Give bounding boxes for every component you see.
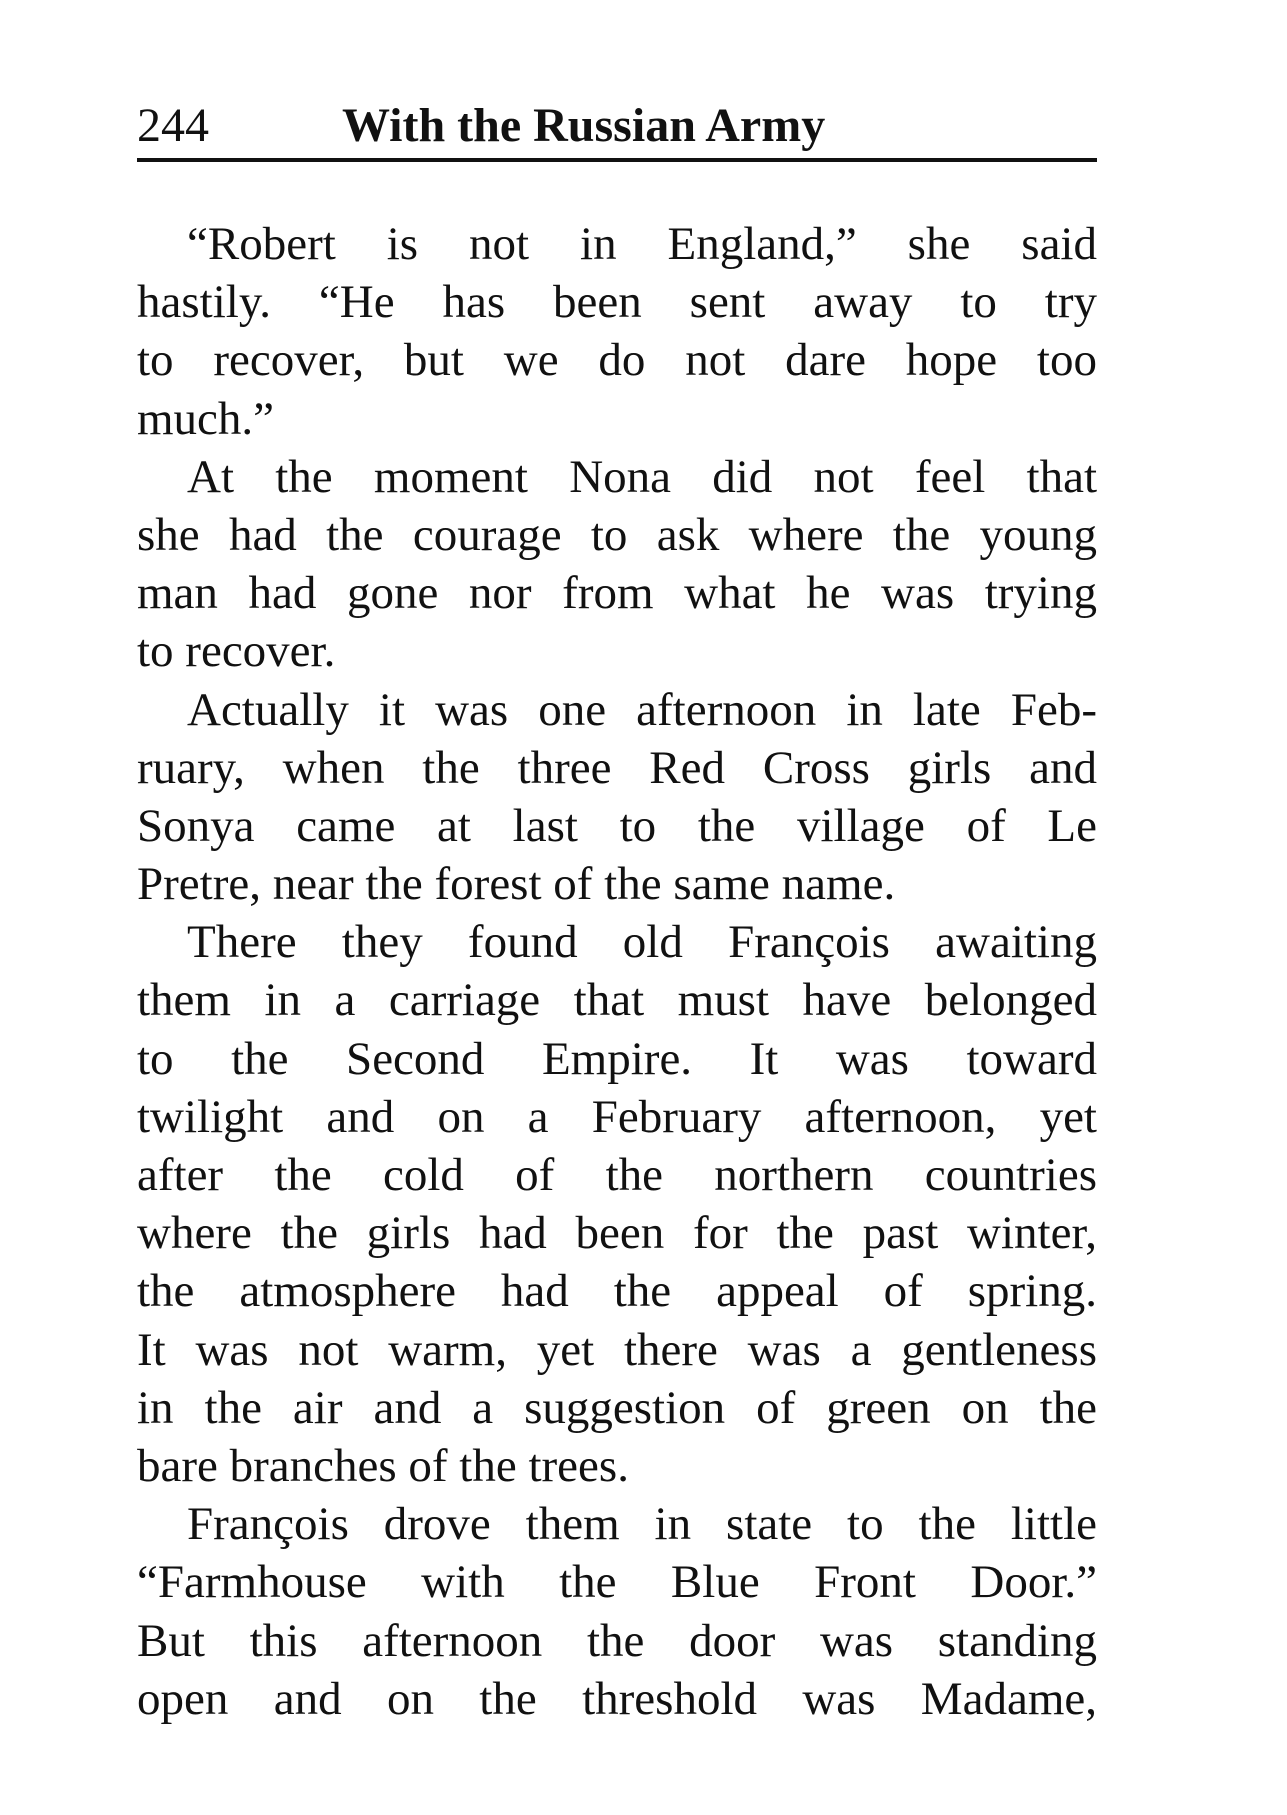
running-head: [137, 90, 1097, 160]
body-text: [137, 215, 1097, 1728]
header-rule: [137, 158, 1097, 162]
text-line: them in a carriage that must have belonged: [137, 974, 1097, 1027]
text-line: to the Second Empire. It was toward: [137, 1032, 1097, 1085]
text-line: twilight and on a February afternoon, yet: [137, 1090, 1097, 1143]
text-line: she had the courage to ask where the young: [137, 508, 1097, 561]
text-line: At the moment Nona did not feel that: [187, 450, 1097, 503]
text-line: “Farmhouse with the Blue Front Door.”: [137, 1556, 1097, 1609]
text-line: man had gone nor from what he was trying: [137, 567, 1097, 620]
text-line: It was not warm, yet there was a gentleness: [137, 1323, 1097, 1376]
text-line: where the girls had been for the past winter,: [137, 1207, 1097, 1260]
text-line: open and on the threshold was Madame,: [137, 1672, 1097, 1725]
paragraph-2: [137, 448, 1097, 681]
text-line: hastily. “He has been sent away to try: [137, 276, 1097, 329]
paragraph-3: [137, 681, 1097, 914]
text-line: “Robert is not in England,” she said: [187, 218, 1097, 270]
text-line: much.”: [137, 392, 275, 445]
text-line: There they found old François awaiting: [187, 916, 1097, 969]
text-line: after the cold of the northern countries: [137, 1149, 1097, 1201]
text-line: Sonya came at last to the village of Le: [137, 799, 1097, 852]
text-line: Pretre, near the forest of the same name.: [137, 858, 896, 911]
text-line: ruary, when the three Red Cross girls and: [137, 741, 1097, 794]
page-number: 244: [137, 99, 209, 152]
text-line: to recover.: [137, 625, 336, 678]
text-line: bare branches of the trees.: [137, 1439, 629, 1492]
paragraph-5: [137, 1495, 1097, 1728]
text-line: But this afternoon the door was standing: [137, 1614, 1097, 1667]
text-line: in the air and a suggestion of green on the: [137, 1381, 1097, 1434]
text-line: Actually it was one afternoon in late Feb-: [187, 683, 1097, 736]
paragraph-1: [137, 215, 1097, 448]
running-title: With the Russian Army: [342, 99, 826, 152]
text-line: François drove them in state to the little: [187, 1498, 1097, 1551]
text-line: the atmosphere had the appeal of spring.: [137, 1265, 1097, 1318]
paragraph-4: [137, 913, 1097, 1495]
text-line: to recover, but we do not dare hope too: [137, 334, 1097, 387]
